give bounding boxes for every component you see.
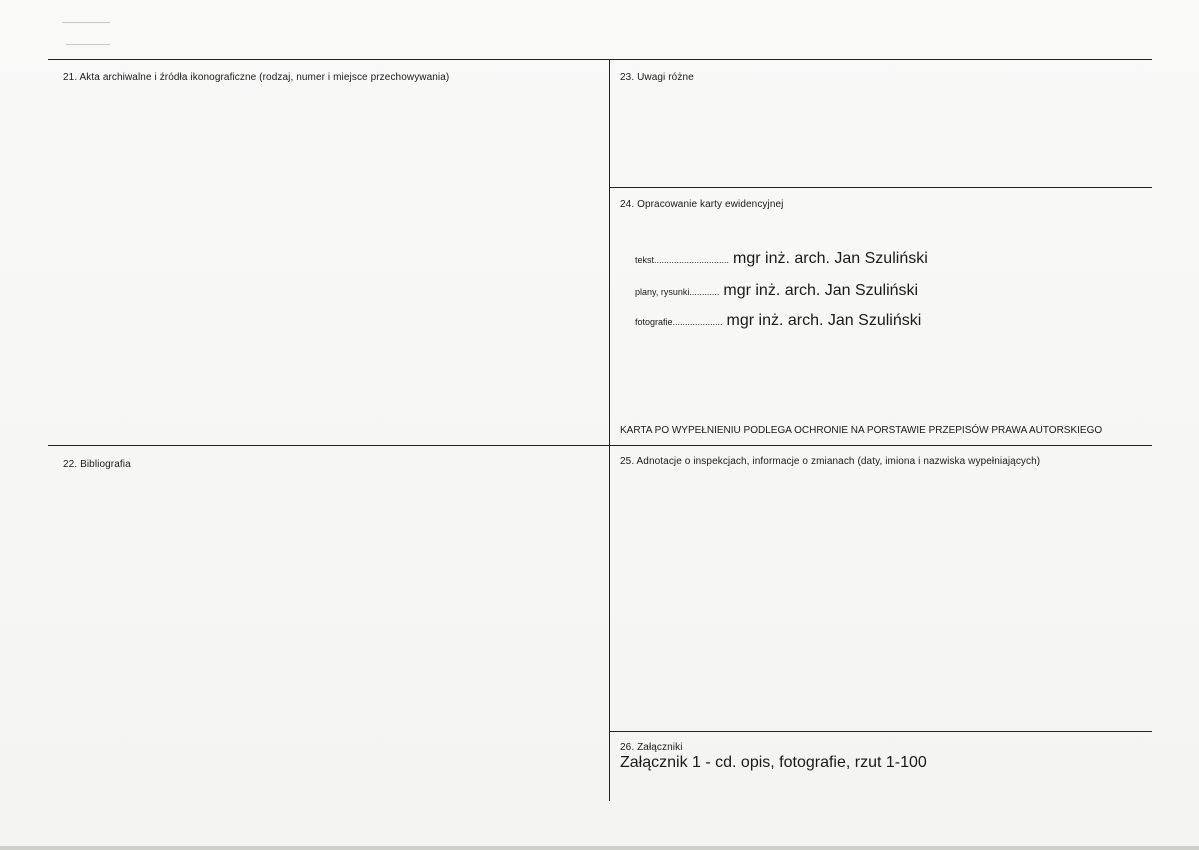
middle-border-line xyxy=(48,445,1152,446)
top-border-line xyxy=(48,59,1152,60)
author-role: tekst xyxy=(635,255,655,265)
author-name: mgr inż. arch. Jan Szuliński xyxy=(723,282,919,299)
attachments-value: Załącznik 1 - cd. opis, fotografie, rzut 1-100 xyxy=(620,754,927,771)
scan-mark xyxy=(66,44,110,45)
page-edge xyxy=(0,846,1199,850)
leader-dots: ............ xyxy=(689,287,720,297)
author-role: plany, rysunki xyxy=(635,287,690,297)
section-22-label: 22. Bibliografia xyxy=(63,459,131,470)
section-25-label: 25. Adnotacje o inspekcjach, informacje o zmianach (daty, imiona i nazwiska wypełniających) xyxy=(620,456,1041,467)
leader-dots: .............................. xyxy=(654,255,730,265)
author-row-drawings xyxy=(635,282,918,300)
section-23-24-divider xyxy=(610,187,1152,188)
section-25-26-divider xyxy=(610,731,1152,732)
author-row-text xyxy=(635,250,928,268)
scan-mark xyxy=(62,22,110,23)
column-divider xyxy=(609,59,610,801)
section-24-label: 24. Opracowanie karty ewidencyjnej xyxy=(620,199,784,210)
author-role: fotografie xyxy=(635,317,673,327)
section-26-label: 26. Załączniki xyxy=(620,742,683,753)
section-21-label: 21. Akta archiwalne i źródła ikonograficzne (rodzaj, numer i miejsce przechowywania) xyxy=(63,72,450,83)
copyright-notice: KARTA PO WYPEŁNIENIU PODLEGA OCHRONIE NA PORSTAWIE PRZEPISÓW PRAWA AUTORSKIEGO xyxy=(620,425,1103,436)
author-name: mgr inż. arch. Jan Szuliński xyxy=(726,312,922,329)
author-name: mgr inż. arch. Jan Szuliński xyxy=(733,250,928,267)
author-row-photos xyxy=(635,312,921,330)
leader-dots: .................... xyxy=(672,317,723,327)
section-23-label: 23. Uwagi różne xyxy=(620,72,694,83)
